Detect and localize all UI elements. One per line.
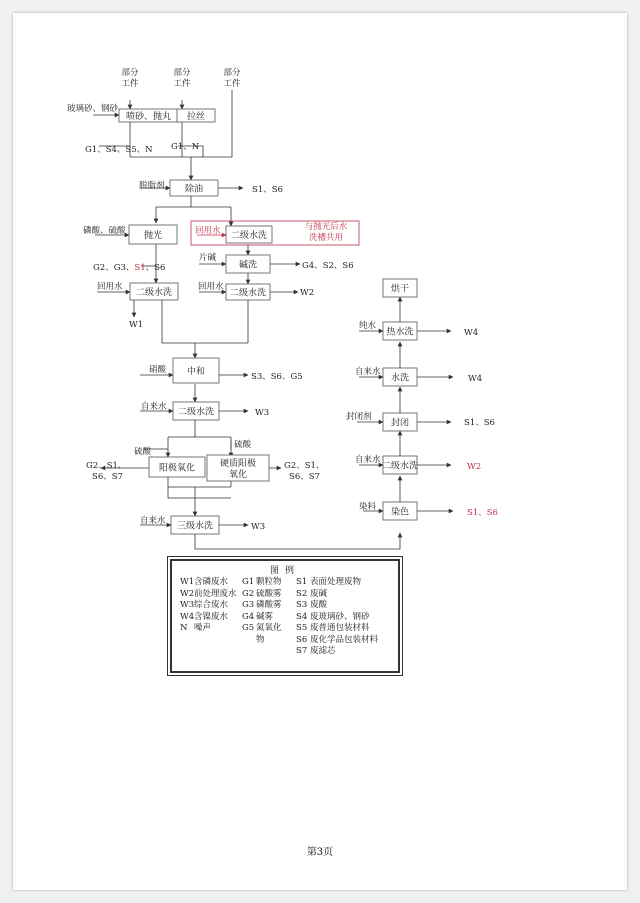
legend-item [242, 600, 282, 612]
legend-item [242, 612, 282, 624]
legend-code: W2 [180, 588, 195, 599]
box-hard-anodize [207, 455, 269, 481]
legend-text: 含镍废水 [194, 611, 229, 622]
legend-text: 废玻璃砂、钢砂 [310, 611, 370, 622]
box-rinse3 [171, 516, 219, 534]
legend-text: 颗粒物 [256, 577, 282, 587]
svg-text:二级水洗: 二级水洗 [229, 288, 267, 299]
process-flow-diagram [13, 13, 627, 890]
legend-item [180, 612, 237, 624]
legend-code: G5 [242, 623, 255, 633]
svg-text:染色: 染色 [390, 507, 410, 518]
box-wash [383, 368, 417, 386]
label-s3-s6-g5: S3、S6、G5 [251, 372, 303, 382]
legend-code: S1 [296, 577, 308, 587]
svg-text:中和: 中和 [186, 367, 206, 377]
box-rinse2-reuse [226, 226, 272, 243]
svg-text:二级水洗: 二级水洗 [381, 461, 419, 472]
svg-text:三级水洗: 三级水洗 [176, 521, 214, 532]
legend-item [296, 577, 378, 589]
legend-code: W3 [180, 600, 195, 610]
label-degreaser: 脱脂剂 [139, 181, 165, 191]
svg-text:拉丝: 拉丝 [186, 112, 206, 122]
legend-text: 废碱 [310, 588, 328, 599]
legend-text: 废普通包装材料 [310, 623, 370, 633]
svg-text:水洗: 水洗 [390, 373, 410, 384]
box-seal [383, 413, 417, 431]
label-reuse-water-red: 回用水 [195, 226, 221, 236]
workpiece-label-1: 部分工件 [121, 68, 139, 89]
svg-text:二级水洗: 二级水洗 [230, 231, 268, 241]
legend-text: 废酸 [310, 600, 328, 610]
workpiece-label-3: 部分工件 [223, 68, 241, 89]
legend-code: G2 [242, 588, 255, 599]
svg-text:二级水洗: 二级水洗 [177, 407, 215, 418]
legend-code: S3 [296, 600, 308, 610]
label-glass-sand: 玻璃砂、钢砂 [67, 104, 119, 114]
legend-item [242, 577, 282, 589]
legend-item [180, 577, 237, 589]
legend-code: S4 [296, 611, 308, 622]
legend-code: S6 [296, 634, 308, 645]
legend-text: 碱雾 [256, 611, 274, 622]
legend-item [180, 589, 237, 601]
label-s6-s7-a: S6、S7 [92, 472, 123, 482]
label-s6-s7-b: S6、S7 [289, 472, 320, 482]
legend-code: G1 [242, 577, 255, 587]
legend-text: 氮氧化 [256, 623, 282, 633]
legend-box [170, 559, 400, 673]
legend-text: 废化学品包装材料 [310, 634, 379, 645]
label-phos-sulf: 磷酸、硫酸 [83, 226, 126, 236]
label-w2-a: W2 [300, 288, 315, 298]
legend-text: 含磷废水 [194, 577, 229, 587]
label-g2-s1-a: G2、S1、 [86, 461, 127, 471]
legend-item [242, 589, 282, 601]
legend-code: S7 [296, 646, 308, 656]
box-hot-wash [383, 322, 417, 340]
svg-text:喷砂、抛丸: 喷砂、抛丸 [125, 112, 172, 122]
label-tap-water-d: 自来水 [355, 367, 381, 377]
box-polish [129, 225, 177, 244]
page-number: 第3页 [306, 847, 334, 858]
label-g2-s1-b: G2、S1、 [284, 461, 325, 471]
label-tap-water-c: 自来水 [355, 455, 381, 465]
legend-item-continued: 物 [256, 634, 265, 645]
legend-code: N [180, 623, 188, 633]
legend-code: W4 [180, 611, 195, 622]
legend-item [296, 612, 378, 624]
legend-code: G3 [242, 600, 255, 610]
label-w3-a: W3 [255, 408, 270, 418]
legend-column-wastewater [180, 577, 237, 635]
label-dye-agent: 染料 [359, 502, 377, 512]
label-reuse-water-a: 回用水 [97, 282, 123, 292]
legend-title: 图例 [269, 566, 300, 576]
legend-text: 综合废水 [194, 600, 229, 610]
legend-text: 硫酸雾 [256, 588, 282, 599]
svg-text:碱洗: 碱洗 [238, 260, 258, 271]
legend-item [296, 600, 378, 612]
label-caustic: 片碱 [199, 253, 217, 263]
legend-item [242, 623, 282, 635]
svg-text:烘干: 烘干 [390, 284, 410, 295]
box-rinse2-b [226, 284, 270, 300]
label-w3-b: W3 [251, 522, 266, 532]
legend-item [180, 600, 237, 612]
label-g1-s4-s5-n: G1、S4、S5、N [85, 145, 153, 155]
box-wiredraw [177, 109, 215, 122]
legend-code: W1 [180, 577, 195, 587]
document-page [13, 13, 627, 890]
box-dye [383, 502, 417, 520]
label-sulfuric-a: 硫酸 [134, 447, 152, 457]
legend-text: 废滤芯 [310, 646, 336, 656]
legend-code: S5 [296, 623, 308, 633]
box-dry [383, 279, 417, 297]
label-reuse-water-b: 回用水 [198, 282, 224, 292]
legend-text: 噪声 [194, 623, 212, 633]
label-sulfuric-b: 硫酸 [234, 440, 252, 450]
label-g2-g3: G2、G3、S1、S6 [93, 263, 166, 273]
label-w4-b: W4 [464, 328, 479, 338]
box-anodize [149, 457, 205, 477]
label-pure-water: 纯水 [359, 321, 377, 331]
label-w4-a: W4 [468, 374, 483, 384]
legend-text: 磷酸雾 [256, 600, 282, 610]
legend-code: G4 [242, 611, 255, 622]
svg-text:封闭: 封闭 [390, 418, 410, 429]
box-degrease [170, 180, 218, 196]
label-w1: W1 [129, 320, 144, 330]
box-rinse2-d [382, 456, 418, 474]
label-nitric: 硝酸 [149, 365, 167, 375]
label-s1-s6-a: S1、S6 [252, 185, 283, 195]
box-alkali [226, 255, 270, 273]
label-sealant: 封闭剂 [346, 412, 372, 422]
legend-item [180, 623, 237, 635]
legend-column-solid [296, 577, 378, 658]
svg-text:抛光: 抛光 [143, 231, 163, 241]
box-rinse2-a [130, 283, 178, 300]
svg-text:阳极氧化: 阳极氧化 [158, 463, 196, 474]
legend-code: S2 [296, 588, 308, 599]
legend-item [296, 589, 378, 601]
legend-text: 表面处理废物 [310, 577, 362, 587]
label-shared-note: 与抛光后水洗槽共用 [304, 222, 348, 243]
label-s1-s6-b: S1、S6 [464, 418, 495, 428]
label-tap-water-b: 自来水 [140, 516, 166, 526]
box-sandblast [119, 109, 178, 122]
box-rinse2-c [173, 402, 219, 420]
legend-item [296, 646, 378, 658]
legend-text: 前处理废水 [194, 588, 237, 599]
workpiece-label-2: 部分工件 [173, 68, 191, 89]
svg-text:除油: 除油 [184, 184, 204, 195]
label-s1-s6-red: S1、S6 [467, 508, 498, 518]
label-tap-water-a: 自来水 [141, 402, 167, 412]
legend-item [296, 623, 378, 635]
svg-text:二级水洗: 二级水洗 [135, 288, 173, 298]
svg-text:硬质阳极氧化: 硬质阳极氧化 [219, 459, 257, 480]
legend-item [296, 635, 378, 647]
label-g4-s2-s6: G4、S2、S6 [302, 261, 354, 271]
box-neutralize [173, 358, 219, 383]
label-g1-n: G1、N [171, 142, 200, 152]
legend-column-gas [242, 577, 282, 646]
svg-text:热水洗: 热水洗 [386, 327, 414, 338]
label-w2-red: W2 [467, 462, 482, 472]
